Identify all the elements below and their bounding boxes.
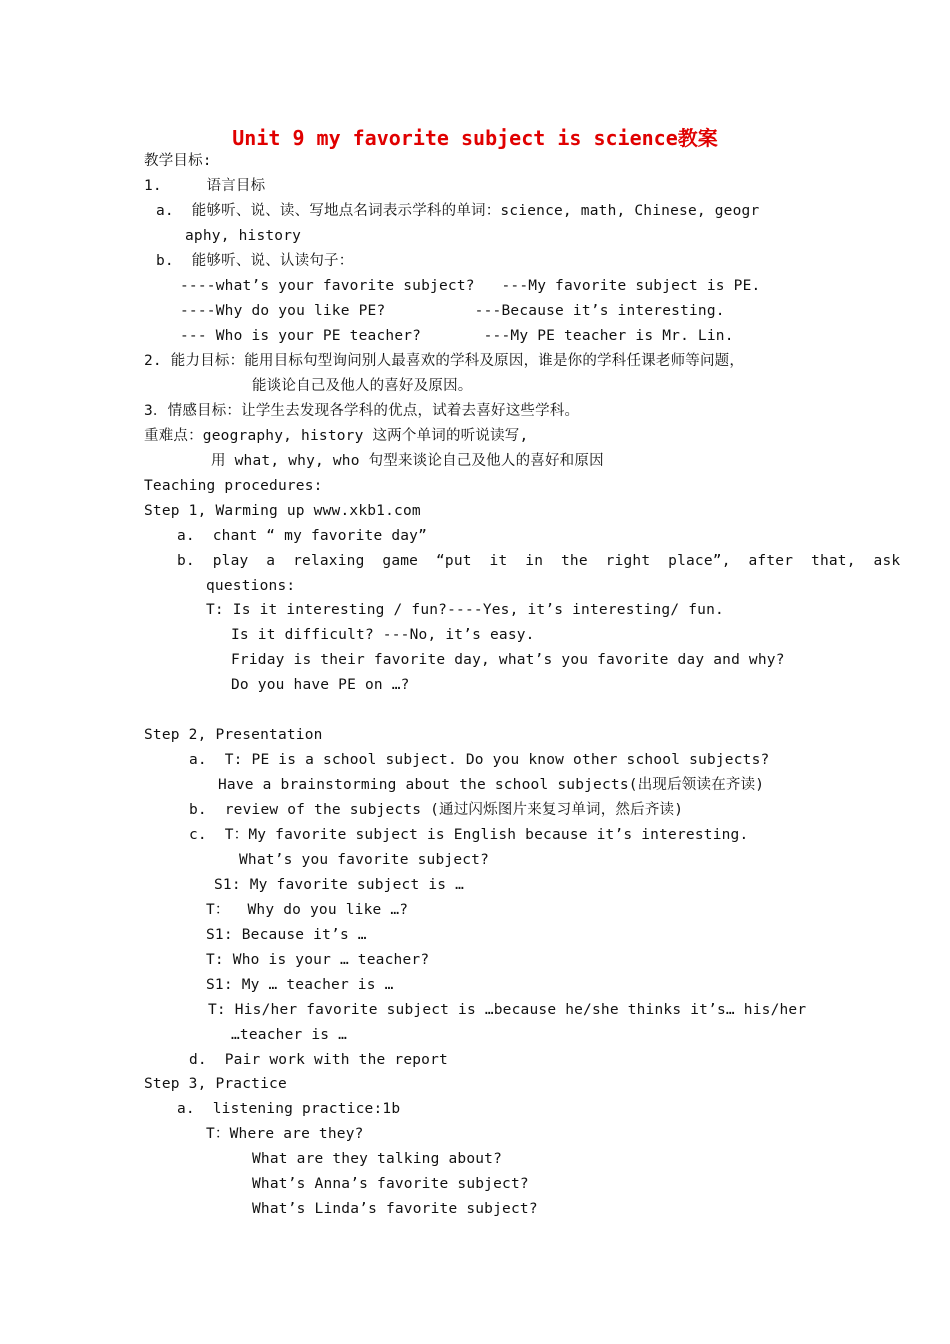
text-line: S1: My … teacher is …: [206, 977, 394, 993]
text-line: Have a brainstorming about the school subjects(出现后领读在齐读): [218, 777, 765, 793]
text-line: Teaching procedures:: [144, 478, 323, 494]
text-line: T: Is it interesting / fun?----Yes, it’s interesting/ fun.: [206, 602, 724, 618]
text-line: What’s Linda’s favorite subject?: [252, 1201, 538, 1217]
text-line: T：Where are they?: [206, 1126, 364, 1142]
text-line: Step 3, Practice: [144, 1076, 287, 1092]
text-line: 能谈论自己及他人的喜好及原因。: [252, 378, 473, 394]
text-line: 重难点：geography, history 这两个单词的听说读写,: [144, 428, 529, 444]
text-line: c. T：My favorite subject is English because it’s interesting.: [189, 827, 749, 843]
text-line: b. play a relaxing game “put it in the right place”, after that, ask: [177, 553, 901, 569]
text-line: aphy, history: [185, 228, 302, 244]
text-line: What’s Anna’s favorite subject?: [252, 1176, 529, 1192]
text-line: b. 能够听、说、认读句子：: [156, 253, 354, 269]
text-line: T: His/her favorite subject is …because he/she thinks it’s… his/her: [208, 1002, 807, 1018]
text-line: 3．情感目标：让学生去发现各学科的优点，试着去喜好这些学科。: [144, 403, 580, 419]
text-line: Step 2, Presentation: [144, 727, 323, 743]
text-line: T: Who is your … teacher?: [206, 952, 430, 968]
document-title: Unit 9 my favorite subject is science教案: [232, 126, 718, 150]
text-line: Do you have PE on …?: [231, 677, 410, 693]
text-line: 2. 能力目标：能用目标句型询问别人最喜欢的学科及原因，谁是你的学科任课老师等问题，: [144, 353, 745, 369]
text-line: Step 1, Warming up www.xkb1.com: [144, 503, 421, 519]
text-line: a. chant “ my favorite day”: [177, 528, 428, 544]
text-line: 教学目标:: [144, 153, 212, 169]
text-line: Friday is their favorite day, what’s you favorite day and why?: [231, 652, 785, 668]
text-line: a. T: PE is a school subject. Do you know other school subjects?: [189, 752, 770, 768]
text-line: questions:: [206, 578, 296, 594]
text-line: --- Who is your PE teacher? ---My PE teacher is Mr. Lin.: [180, 328, 734, 344]
text-line: S1: Because it’s …: [206, 927, 367, 943]
text-line: a. listening practice:1b: [177, 1101, 401, 1117]
text-line: 1. 语言目标: [144, 178, 266, 194]
text-line: Is it difficult? ---No, it’s easy.: [231, 627, 535, 643]
text-line: What’s you favorite subject?: [239, 852, 490, 868]
text-line: T： Why do you like …?: [206, 902, 409, 918]
text-line: 用 what, why, who 句型来谈论自己及他人的喜好和原因: [211, 453, 604, 469]
text-line: …teacher is …: [231, 1027, 348, 1043]
text-line: d. Pair work with the report: [189, 1052, 448, 1068]
text-line: ----what’s your favorite subject? ---My favorite subject is PE.: [180, 278, 761, 294]
text-line: S1: My favorite subject is …: [214, 877, 465, 893]
text-line: a. 能够听、说、读、写地点名词表示学科的单词：science, math, Chinese, geogr: [156, 203, 760, 219]
text-line: ----Why do you like PE? ---Because it’s interesting.: [180, 303, 725, 319]
text-line: b. review of the subjects (通过闪烁图片来复习单词，然后齐读): [189, 802, 684, 818]
text-line: What are they talking about?: [252, 1151, 503, 1167]
